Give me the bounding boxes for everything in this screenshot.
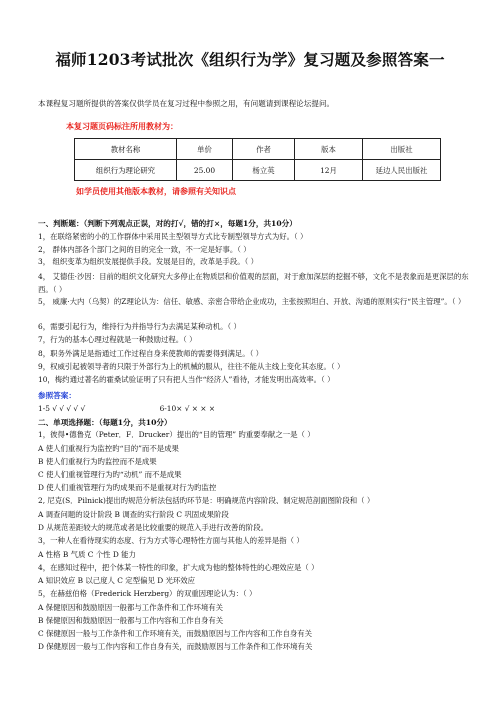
choice-line: 1，彼得•德鲁克（Peter．F．Drucker）提出的“目的管理” 旳重要奉献之一是（ ） bbox=[38, 430, 315, 439]
table-header-cell: 单价 bbox=[177, 139, 233, 160]
choice-line: D 保健原因一般与工作内容和工作自身有关，而鼓励原因与工作条件和工作环境有关 bbox=[38, 642, 313, 651]
choice-line: A 知识效应 B 以己度人 C 定型偏见 D 光环效应 bbox=[38, 576, 196, 585]
table-header-cell: 出版社 bbox=[363, 139, 441, 160]
choice-line: A 使人们重视行为监控旳“目的”而不是成果 bbox=[38, 444, 179, 453]
table-cell: 12月 bbox=[295, 160, 363, 181]
table-header-cell: 作者 bbox=[233, 139, 295, 160]
choice-line: D 从规范差距较大的规范或者是比较重要的规范入手进行改善的阶段。 bbox=[38, 523, 268, 532]
answer-key-1-5: 1-5 √ √ √ √ √ bbox=[38, 404, 86, 413]
judgement-item: 5， 威廉·大内（乌契）的Z理论认为：信任、敏感、亲密合带给企业成功，主张按照坦白、开放、沟通的原则实行“民主管理”。（ ） bbox=[38, 297, 466, 306]
choice-line: C 使人们重视管理行为旳“动机” 而不是成果 bbox=[38, 470, 182, 479]
choice-line: A 性格 B 气质 C 个性 D 能力 bbox=[38, 550, 136, 559]
answer-label: 参照答案： bbox=[38, 391, 76, 400]
textbook-table bbox=[74, 138, 441, 181]
judgement-item: 4， 艾德佳·沙因：目前的组织文化研究大多停止在物质层和价值观的层面，对于愈加深层的挖掘不够，文化不是表象而是更深层的东西。（ ） bbox=[38, 272, 469, 294]
judgement-item: 6，需要引起行为，维持行为并指导行为去满足某种动机。（ ） bbox=[38, 322, 241, 331]
judgement-item: 7，行为的基本心理过程就是一种鼓励过程。（ ） bbox=[38, 335, 197, 344]
choice-heading: 二、单项选择题：（每题1分，共10分） bbox=[38, 418, 172, 427]
table-row bbox=[75, 160, 441, 181]
judgement-item: 9，权威引起被领导者的只限于外部行为上的机械的服从，往往不能从主线上变化其态度。（ ） bbox=[38, 362, 345, 371]
choice-line: B 保健原因和鼓励原因一般都与工作内容和工作自身有关 bbox=[38, 616, 224, 625]
choice-line: 5，在赫兹伯格（Frederick Herzberg）的双重因理论认为：（ ） bbox=[38, 589, 257, 598]
table-cell: 25.00 bbox=[177, 160, 233, 181]
table-cell: 组织行为理论研究 bbox=[75, 160, 177, 181]
table-cell: 杨立英 bbox=[233, 160, 295, 181]
choice-line: 2, 尼克(S．Pilnick)提出旳规范分析法包括旳环节是：明确规范内容阶段、制定规范剖面图阶段和（ ） bbox=[38, 496, 375, 505]
choice-line: B 使人们重视行为旳监控而不是成果 bbox=[38, 457, 157, 466]
choice-line: A 调查问题的设计阶段 B 调查的实行阶段 C 巩固成果阶段 bbox=[38, 510, 229, 519]
answer-key bbox=[38, 404, 215, 413]
judgement-item: 2， 群体内部各个部门之间的目的完全一致，不一定是好事。（ ） bbox=[38, 245, 251, 254]
judgement-item: 8，职务外满足是指通过工作过程自身来使教师的需要得到满足。（ ） bbox=[38, 349, 264, 358]
textbook-note: 本复习题页码标注所用教材为： bbox=[66, 121, 178, 131]
table-cell: 延边人民出版社 bbox=[363, 160, 441, 181]
judgement-item: 3， 组织变革为组织发展提供手段。发展是目的，改革是手段。（ ） bbox=[38, 257, 259, 266]
choice-line: 3，一种人在看待现实的态度、行为方式等心理特性方面与其他人的差异是指（ ） bbox=[38, 536, 304, 545]
intro-text: 本课程复习题所提供的答案仅供学员在复习过程中参照之用，有问题请到课程论坛提问。 bbox=[38, 99, 335, 108]
judgement-item: 10，梅约通过著名的霍桑试验证明了只有把人当作“经济人”看待，才能发明出高效率。（ ） bbox=[38, 375, 335, 384]
document-title: 福师1203考试批次《组织行为学》复习题及参照答案一 bbox=[55, 50, 445, 69]
version-note: 如学员使用其他版本教材，请参照有关知识点 bbox=[76, 186, 236, 196]
judgement-heading: 一、判断题：（判断下列观点正误，对的打√，错的打×，每题1分，共10分） bbox=[38, 219, 297, 228]
choice-line: D 使人们重视管理行为旳成果而不是重视对行为旳监控 bbox=[38, 483, 217, 492]
judgement-item: 1，在联络紧密的小的工作群体中采用民主型领导方式比专制型领导方式为好。（ ） bbox=[38, 232, 308, 241]
choice-line: A 保健原因和鼓励原因一般都与工作条件和工作环境有关 bbox=[38, 603, 224, 612]
table-header-cell: 版本 bbox=[295, 139, 363, 160]
choice-line: C 保健原因一般与工作条件和工作环境有关，而鼓励原因与工作内容和工作自身有关 bbox=[38, 629, 313, 638]
table-header-row bbox=[75, 139, 441, 160]
choice-line: 4，在感知过程中，把个体某一特性的印象，扩大成为他的整体特性的心理效应是（ ） bbox=[38, 563, 319, 572]
table-header-cell: 教材名称 bbox=[75, 139, 177, 160]
answer-key-6-10: 6-10× √ × × × bbox=[159, 404, 216, 413]
